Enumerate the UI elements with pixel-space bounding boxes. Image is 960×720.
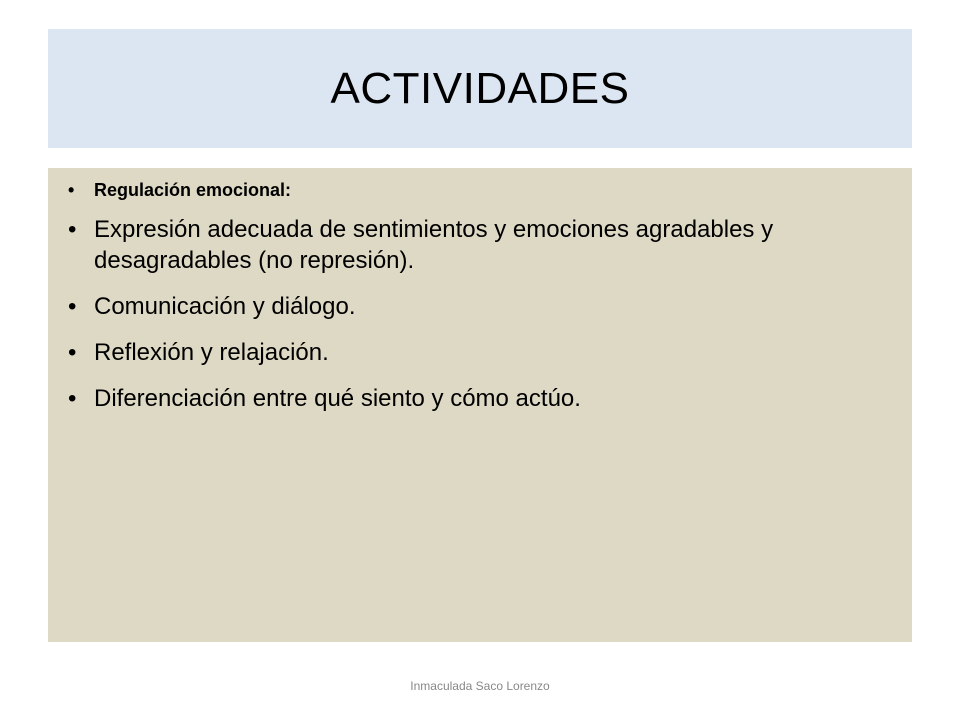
bullet-item-communication [68,291,884,322]
bullet-dot-icon: • [68,293,77,320]
bullet-text: Diferenciación entre qué siento y cómo actúo. [94,385,581,412]
slide-title: ACTIVIDADES [330,63,630,113]
bullet-list [68,178,884,414]
bullet-item-differentiation [68,383,884,414]
bullet-dot-icon: • [68,385,77,412]
bullet-text: Regulación emocional: [94,180,292,200]
bullet-text: Expresión adecuada de sentimientos y emociones agradables y desagradables (no represión). [94,216,774,274]
bullet-dot-icon: • [68,339,77,366]
bullet-item-regulation-heading [68,178,884,202]
title-box [48,29,912,148]
content-box [48,168,912,642]
bullet-text: Comunicación y diálogo. [94,293,356,320]
bullet-dot-icon: • [68,180,75,200]
bullet-item-expression [68,214,884,276]
bullet-dot-icon: • [68,216,77,243]
bullet-item-reflection [68,337,884,368]
bullet-text: Reflexión y relajación. [94,339,329,366]
footer-author: Inmaculada Saco Lorenzo [410,679,550,693]
